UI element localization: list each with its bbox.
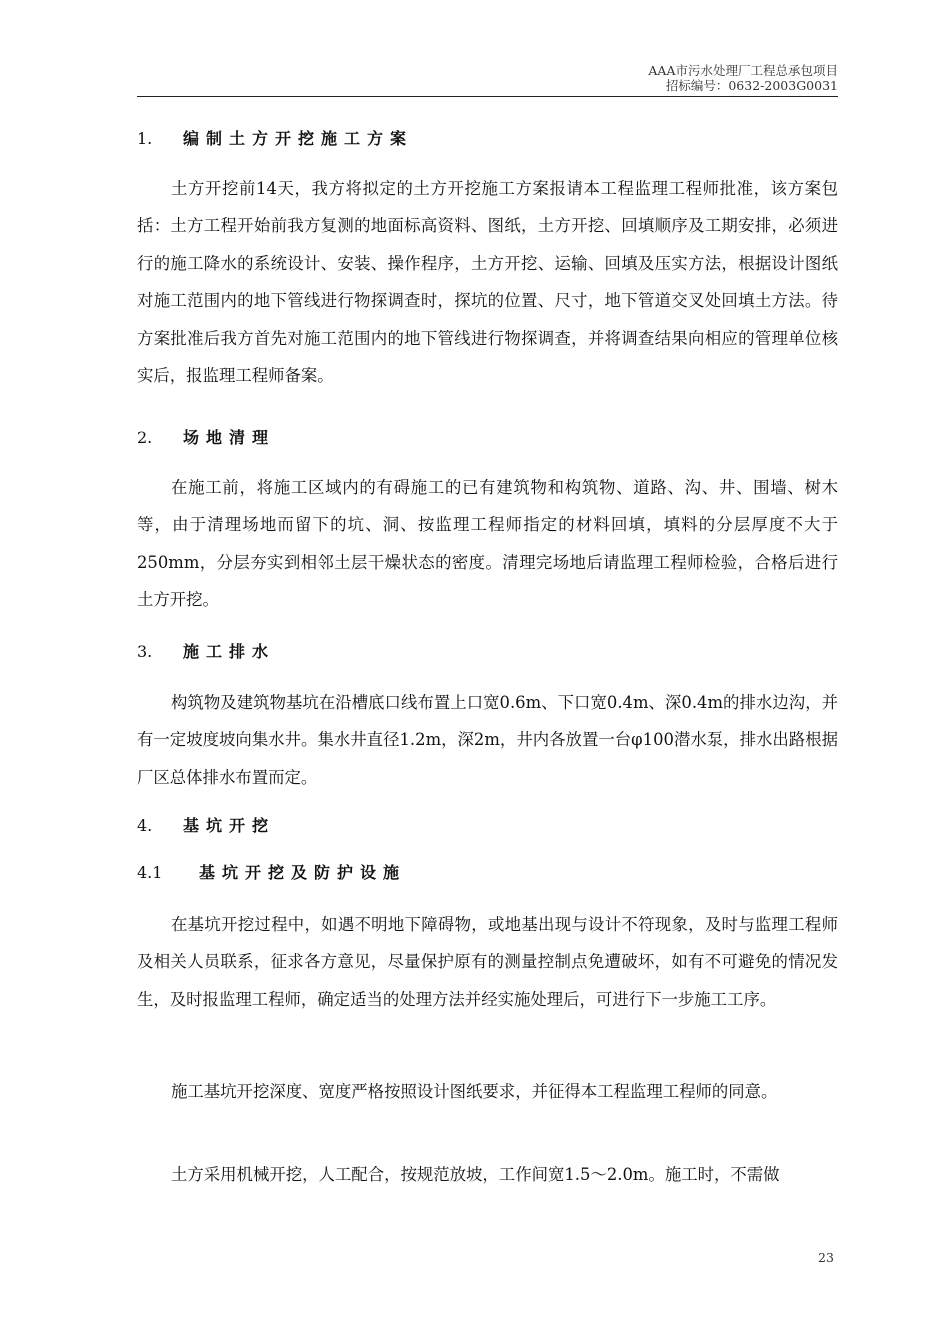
section-4-1-title: 基坑开挖及防护设施 [199,863,407,882]
section-4-1-paragraph-3: 土方采用机械开挖，人工配合，按规范放坡，工作间宽1.5～2.0m。施工时，不需做 [171,1165,780,1184]
section-2-number: 2. [137,428,153,447]
section-4-1-number: 4.1 [137,863,163,882]
section-1-paragraph: 土方开挖前14天，我方将拟定的土方开挖施工方案报请本工程监理工程师批准，该方案包括：土方工程开始前我方复测的地面标高资料、图纸，土方开挖、回填顺序及工期安排，必须进行的施工降水的系统设计、安装、操作程序，土方开挖、运输、回填及压实方法，根据设计图纸对施工范围内的地下管线进行物探调查时，探坑的位置、尺寸，地下管道交叉处回填土方法。待方案批准后我方首先对施工范围内的地下管线进行物探调查，并将调查结果向相应的管理单位核实后，报监理工程师备案。 [137,179,838,386]
section-2-title: 场地清理 [183,428,276,447]
section-1-title: 编制土方开挖施工方案 [183,129,414,148]
section-4-title: 基坑开挖 [183,816,276,835]
section-4-1-paragraph-2: 施工基坑开挖深度、宽度严格按照设计图纸要求，并征得本工程监理工程师的同意。 [171,1082,778,1101]
page-header [137,60,838,97]
section-1-number: 1. [137,129,153,148]
header-bid-number: 招标编号：0632-2003G0031 [665,78,838,93]
section-2-heading [137,428,275,448]
section-3-heading [137,642,275,662]
section-4-1-paragraph-1: 在基坑开挖过程中，如遇不明地下障碍物，或地基出现与设计不符现象，及时与监理工程师及相关人员联系，征求各方意见，尽量保护原有的测量控制点免遭破坏，如有不可避免的情况发生，及时报监理工程师，确定适当的处理方法并经实施处理后，可进行下一步施工工序。 [137,915,838,1009]
section-1-heading [137,129,413,149]
section-4-1-heading [137,863,406,883]
section-3-title: 施工排水 [183,642,276,661]
page-number: 23 [818,1250,834,1265]
section-4-number: 4. [137,816,153,835]
section-3-paragraph: 构筑物及建筑物基坑在沿槽底口线布置上口宽0.6m、下口宽0.4m、深0.4m的排水边沟，并有一定坡度坡向集水井。集水井直径1.2m，深2m，井内各放置一台φ100潜水泵，排水出路根据厂区总体排水布置而定。 [137,693,838,787]
section-2-paragraph: 在施工前，将施工区域内的有碍施工的已有建筑物和构筑物、道路、沟、井、围墙、树木等，由于清理场地而留下的坑、洞、按监理工程师指定的材料回填，填料的分层厚度不大于250mm，分层夯实到相邻土层干燥状态的密度。清理完场地后请监理工程师检验，合格后进行土方开挖。 [137,478,838,610]
section-3-number: 3. [137,642,153,661]
section-4-heading [137,816,275,836]
header-project-title: AAA市污水处理厂工程总承包项目 [648,63,838,78]
